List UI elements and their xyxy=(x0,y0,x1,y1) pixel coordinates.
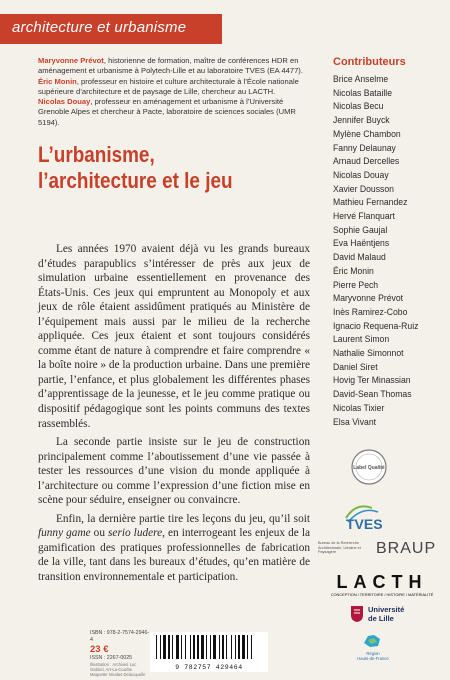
ulille-shield-icon xyxy=(350,605,364,623)
author-desc: , professeur en aménagement et urbanisme à l’Université Grenoble Alpes et chercheur à Pacte, laboratoire de sciences sociales (UMR 5194). xyxy=(38,97,296,127)
barcode-bar xyxy=(213,635,216,659)
ulille-line1: Université xyxy=(368,605,405,614)
contributor-name: Nicolas Douay xyxy=(333,169,389,181)
blurb-paragraph: Les années 1970 avaient déjà vu les grands bureaux d’études parapublics s’intéresser de près aux jeux de simulation urbaine essentiellement en provenance des États-Unis. Ces jeux qui empruntent au Monopoly et aux jeux de rôle étaient assidûment pratiqués au Ministère de l’équipement mais aussi par le milieu de la recherche appliquée. Ces jeux étaient et sont toujours considérés comme étant de nature à comprendre et faire comprendre « la boîte noire » de la production urbaine. Dans une première partie, l’enfance, et plus globalement les différentes phases d’apprentissage de la jeunesse, et le jeu comme pratique ou dispositif pédagogique sont les points communs des textes rassemblés. xyxy=(38,243,310,430)
price: 23 € xyxy=(90,644,109,655)
series-name: architecture et urbanisme xyxy=(12,19,187,36)
barcode-bar xyxy=(235,635,236,659)
author-name: Maryvonne Prévot xyxy=(38,56,104,65)
italic-term: funny game xyxy=(38,527,91,540)
author-name: Éric Monin xyxy=(38,76,77,86)
design-credit: Maquette Nicolas Delacquelle xyxy=(90,672,146,677)
region-line2: Hauts-de-France xyxy=(357,656,389,661)
contributors-heading: Contributeurs xyxy=(333,56,406,68)
contributor-name: Pierre Pech xyxy=(333,279,379,291)
contributor-name: Nathalie Simonnot xyxy=(333,348,404,360)
ulille-line2: de Lille xyxy=(368,614,394,623)
barcode-bar xyxy=(201,635,204,659)
barcode-bar xyxy=(185,635,186,659)
contributor-name: Inès Ramirez-Cobo xyxy=(333,306,408,318)
contributor-name: Brice Anselme xyxy=(333,74,389,85)
issn-text: ISSN : 2267-0025 xyxy=(90,655,133,661)
barcode-bars xyxy=(150,632,268,662)
braup-caption: Bureau de la Recherche Architecturale, Urbaine et Paysagère xyxy=(318,541,361,555)
isbn-text: ISBN : 978-2-7574-2946-4 xyxy=(90,630,150,643)
title-line: L’urbanisme, xyxy=(38,142,155,167)
contributor-name: Laurent Simon xyxy=(333,334,390,346)
contributor-name: Arnaud Dercelles xyxy=(333,156,400,168)
barcode-bar xyxy=(193,635,195,659)
quality-seal-logo xyxy=(350,448,388,486)
author-bio xyxy=(38,77,308,98)
author-bio xyxy=(38,56,308,77)
contributor-name: Elsa Vivant xyxy=(333,416,377,428)
lacth-logo xyxy=(318,572,446,598)
author-desc: , professeur en histoire et culture architecturale à l’École nationale supérieure d’architecture et de paysage de Lille, chercheur au LACTH. xyxy=(38,76,299,96)
universite-lille-logo xyxy=(350,603,440,625)
barcode-bar xyxy=(210,635,211,659)
barcode-bar xyxy=(226,635,227,659)
barcode-bar xyxy=(172,635,173,659)
region-logo xyxy=(348,633,398,673)
contributor-name: Éric Monin xyxy=(333,265,374,277)
contributor-name: Daniel Siret xyxy=(333,361,378,373)
contributor-name: Nicolas Bataille xyxy=(333,87,393,99)
contributor-name: Ignacio Requena-Ruiz xyxy=(333,320,419,332)
blurb-paragraph: La seconde partie insiste sur le jeu de construction principalement comme l’aboutissement d’une vie passée à tester les ressources d’une vision du monde appliquée à l’architecture ou comme l’expression d’une fiction mise en scène pour séduire, enseigner ou convaincre. xyxy=(38,436,310,507)
barcode-bar xyxy=(156,635,157,659)
region-line1: Région xyxy=(366,651,380,656)
blurb xyxy=(38,242,310,589)
braup-logo xyxy=(318,540,448,562)
tves-swirl-icon xyxy=(342,498,402,532)
contributor-name: Hervé Flanquart xyxy=(333,211,395,223)
barcode-bar xyxy=(219,635,220,659)
barcode-bar xyxy=(181,635,182,659)
contributor-name: David Malaud xyxy=(333,252,386,264)
author-name: Nicolas Douay xyxy=(38,97,91,107)
contributor-name: Mylène Chambon xyxy=(333,128,401,140)
braup-wordmark: BRAUP xyxy=(376,540,437,557)
barcode-bar xyxy=(206,635,207,659)
contributor-name: Nicolas Tixier xyxy=(333,402,385,414)
seal-text: Label Qualité xyxy=(353,465,385,471)
barcode-bar xyxy=(247,635,248,659)
contributor-name: David-Sean Thomas xyxy=(333,389,412,401)
barcode-bar xyxy=(251,635,252,659)
barcode-bar xyxy=(160,635,161,659)
barcode-bar xyxy=(238,635,240,659)
lacth-subtitle: CONCEPTION / TERRITOIRE / HISTOIRE / MATÉRIALITÉ xyxy=(330,592,434,597)
region-map-icon xyxy=(362,633,382,649)
barcode-bar xyxy=(168,635,170,659)
barcode-bar xyxy=(231,635,232,659)
text-run: ou xyxy=(90,527,109,540)
author-desc: , historienne de formation, maître de conférences HDR en aménagement et urbanisme à Polytech-Lille et au laboratoire TVES (EA 4477). xyxy=(38,56,303,76)
tves-wordmark: TVES xyxy=(346,516,383,532)
contributor-name: Hovig Ter Minassian xyxy=(333,375,411,387)
barcode-bar xyxy=(163,635,166,659)
contributor-name: Nicolas Becu xyxy=(333,101,384,113)
series-banner xyxy=(0,14,222,44)
italic-term: serio ludere xyxy=(108,527,163,540)
contributor-name: Sophie Gaujal xyxy=(333,224,388,236)
isbn-price-block xyxy=(90,630,150,677)
barcode-bar xyxy=(190,635,191,659)
author-bio xyxy=(38,97,308,128)
contributor-name: Maryvonne Prévot xyxy=(333,293,404,305)
contributor-name: Mathieu Fernandez xyxy=(333,197,408,209)
text-run: Enfin, la dernière partie tire les leçons du jeu, qu’il soit xyxy=(56,512,310,525)
book-title xyxy=(38,142,275,194)
title-line: l’architecture et le jeu xyxy=(38,168,233,193)
author-bios xyxy=(38,56,308,128)
text-run: , en interrogeant les enjeux de la gamification des pratiques professionnelles de fabrication de la ville, tant dans les bureaux d’études, qu’en matière de transition environnementale et participation. xyxy=(38,527,310,584)
barcode-bar xyxy=(242,635,245,659)
contributor-name: Xavier Dousson xyxy=(333,183,394,195)
barcode-bar xyxy=(197,635,199,659)
contributor-name: Fanny Delaunay xyxy=(333,142,396,154)
contributor-name: Eva Haëntjens xyxy=(333,238,390,250)
blurb-paragraph xyxy=(38,512,310,585)
illustration-credit: Illustration : Archives Luc Gabriel, Art-La-Courbe xyxy=(90,662,137,672)
tves-logo xyxy=(342,498,402,532)
barcode-bar xyxy=(222,635,224,659)
barcode-number: 9 782757 429464 xyxy=(175,664,243,671)
contributors-list xyxy=(333,73,445,429)
lacth-wordmark: LACTH xyxy=(336,572,428,592)
contributor-name: Jennifer Buyck xyxy=(333,115,390,127)
barcode-bar xyxy=(176,635,179,659)
